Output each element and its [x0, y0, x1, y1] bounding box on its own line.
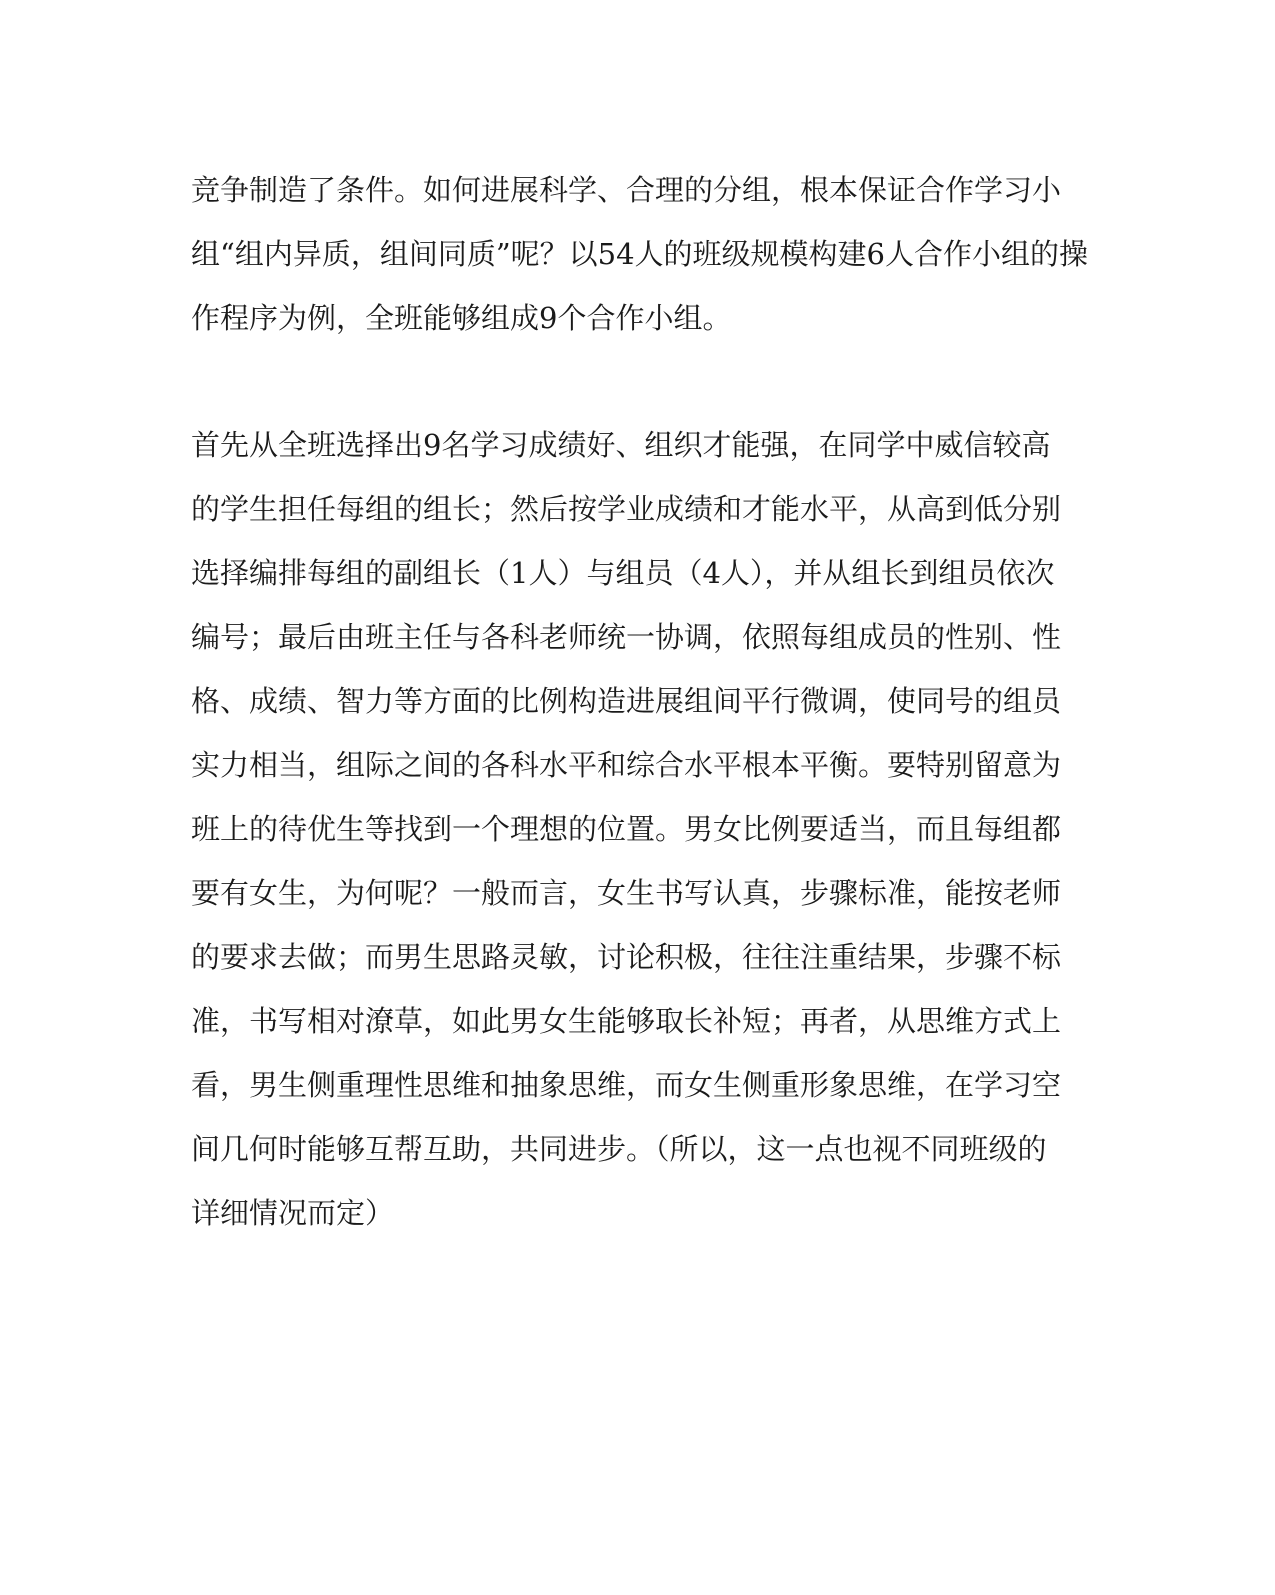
paragraph-line: 竞争制造了条件。如何进展科学、合理的分组，根本保证合作学习小 — [191, 173, 1062, 207]
paragraph-line: 要有女生，为何呢？一般而言，女生书写认真，步骤标准，能按老师 — [191, 876, 1062, 910]
paragraph-line: 班上的待优生等找到一个理想的位置。男女比例要适当，而且每组都 — [191, 812, 1062, 846]
paragraph-line: 的学生担任每组的组长；然后按学业成绩和才能水平，从高到低分别 — [191, 492, 1062, 526]
paragraph-line: 选择编排每组的副组长（1人）与组员（4人），并从组长到组员依次 — [191, 556, 1055, 590]
paragraph-line: 详细情况而定） — [191, 1196, 395, 1230]
paragraph-line: 首先从全班选择出9名学习成绩好、组织才能强，在同学中威信较高 — [191, 428, 1051, 462]
paragraph-line: 看，男生侧重理性思维和抽象思维，而女生侧重形象思维，在学习空 — [191, 1068, 1062, 1102]
paragraph-line: 实力相当，组际之间的各科水平和综合水平根本平衡。要特别留意为 — [191, 748, 1062, 782]
paragraph-1 — [191, 158, 1089, 350]
paragraph-line: 编号；最后由班主任与各科老师统一协调，依照每组成员的性别、性 — [191, 620, 1062, 654]
paragraph-line: 格、成绩、智力等方面的比例构造进展组间平行微调，使同号的组员 — [191, 684, 1062, 718]
paragraph-2 — [191, 413, 1071, 1245]
paragraph-line: 作程序为例，全班能够组成9个合作小组。 — [191, 301, 732, 335]
paragraph-line: 组“组内异质，组间同质”呢？以54人的班级规模构建6人合作小组的操 — [191, 237, 1089, 271]
paragraph-line: 间几何时能够互帮互助，共同进步。（所以，这一点也视不同班级的 — [191, 1132, 1047, 1166]
paragraph-line: 准，书写相对潦草，如此男女生能够取长补短；再者，从思维方式上 — [191, 1004, 1062, 1038]
paragraph-line: 的要求去做；而男生思路灵敏，讨论积极，往往注重结果，步骤不标 — [191, 940, 1062, 974]
